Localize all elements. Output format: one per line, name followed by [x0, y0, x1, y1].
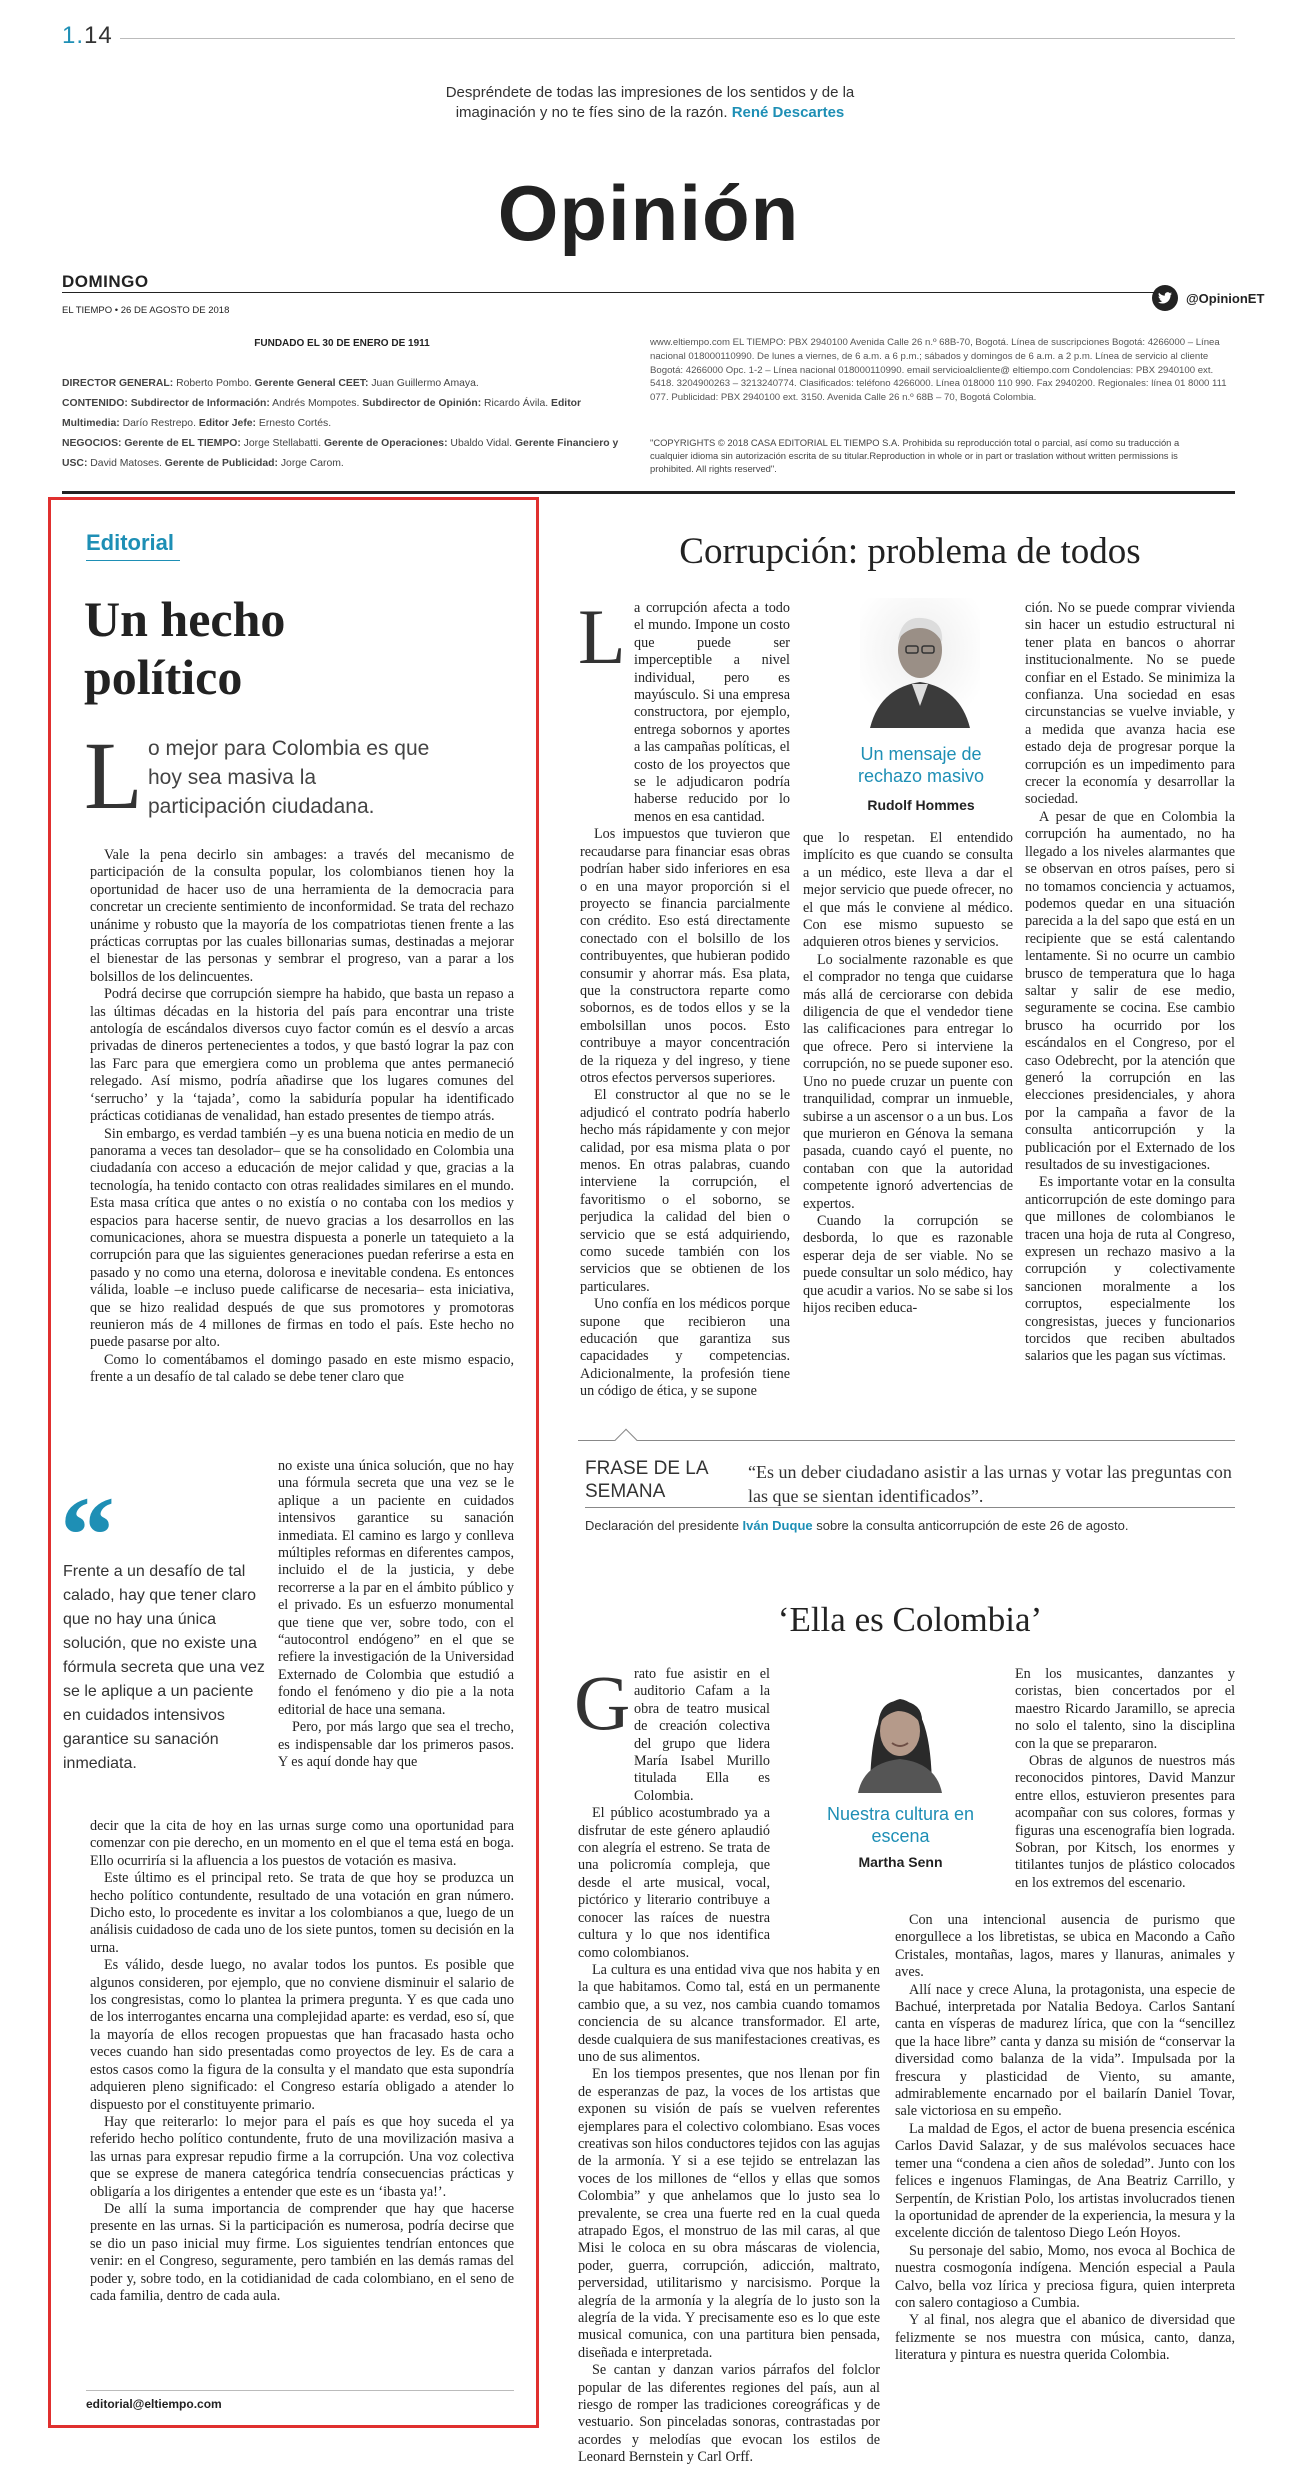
editorial-body-bottom [90, 1818, 514, 2305]
staff-val: Darío Restrepo. [119, 418, 199, 429]
editorial-paragraph: Podrá decirse que corrupción siempre ha habido, que basta un repaso a las últimas décadas en la historia del país para encontrar una triste antología de escándalos diversos cuyo factor común es el desvío a arcas privadas de dineros pertenecientes a todos, y que bastó lograr la paz con las Farc para que emergiera como un problema que antes permaneció relegado. Así mismo, podría añadirse que los lugares comunes del ‘serrucho’ y la ‘tajada’, como la sabiduría popular ha identificado prácticas cotidianas de venalidad, han estado presentes de tiempo atrás. [90, 986, 514, 1125]
top-rule [120, 38, 1235, 39]
column2-paragraph: Con una intencional ausencia de purismo que enorgullece a los libretistas, se ubica en Macondo a Caño Cristales, montañas, lagos, mares y llanuras, animales y aves. [895, 1912, 1235, 1981]
column2-paragraph: rato fue asistir en el auditorio Cafam a la obra de teatro musical de creación colectiva del grupo que lidera María Isabel Murillo titulada Ella es Colombia. [634, 1666, 770, 1804]
header-quote [300, 83, 1000, 123]
copyright: "COPYRIGHTS © 2018 CASA EDITORIAL EL TIEMPO S.A. Prohibida su reproducción total o parcial, así como su traducción a cualquier idioma sin autorización escrita de su titular.Reproduction in whole or in part or traslation without written permissions is prohibited. All rights reserved". [650, 437, 1180, 474]
editorial-paragraph: Vale la pena decirlo sin ambages: a través del mecanismo de participación de la consulta popular, los colombianos tienen hoy la oportunidad de hacer uso de una herramienta de la democracia para concretar un creciente sentimiento de inconformidad. Se trata del rechazo unánime y robusto que la mayoría de los compatriotas tienen frente a las prácticas corruptas por las cuales billonarias sumas, destinadas a mejorar el bienestar de las personas y sembrar el progreso, van a parar a los bolsillos de los delincuentes. [90, 847, 514, 985]
editorial-title-line-2: político [84, 649, 243, 705]
column2-title: ‘Ella es Colombia’ [777, 1600, 1043, 1639]
staff-key: CONTENIDO: Subdirector de Información: [62, 398, 270, 409]
staff-key: Gerente Financiero y USC: [62, 438, 619, 469]
column2-paragraph: La cultura es una entidad viva que nos habita y en la que habitamos. Como tal, está en un permanente cambio que, a su vez, nos cambia cuando tomamos conciencia de su alcance transformador. El arte, desde cualquiera de sus manifestaciones creativas, es uno de sus alimentos. [578, 1961, 880, 2065]
column2-paragraph: Allí nace y crece Aluna, la protagonista, una especie de Bachué, interpretada por Natalia Bedoya. Carlos Santaní canta en vísperas de madurez lírica, que con la “sencillez que la hace libre” canta y danza su misión de “conservar la diversidad como balanza de la vida”. Impulsada por la frescura y plasticidad de Viento, su amante, admirablemente encarnado por el bailarín Daniel Tovar, sale victoriosa en su empeño. [895, 1981, 1235, 2120]
staff-key: Gerente General CEET: [254, 378, 369, 389]
editorial-paragraph: De allí la suma importancia de comprender que hay que hacerse presente en las urnas. Si la participación es numerosa, podría decirse que se dio un paso inicial muy firme. Los siguientes tendrían entonces que venir: en el Congreso, seguramente, pero también en las demás ramas del poder y, sobre todo, en la cotidianidad de cada colombiano, en el seno de cada familia, dentro de cada aula. [90, 2200, 514, 2304]
staff-val: Ernesto Cortés. [256, 418, 332, 429]
column1-author: Rudolf Hommes [867, 797, 975, 813]
column2-paragraph: Su personaje del sabio, Momo, nos evoca al Bochica de nuestra cosmogonía indígena. Mención especial a Paula Calvo, bella voz lírica y preciosa figura, quien interpreta con salero contagioso a Cumbia. [895, 2242, 1235, 2311]
dateline: EL TIEMPO • 26 DE AGOSTO DE 2018 [62, 305, 230, 316]
staff-key: Gerente de Publicidad: [164, 458, 278, 469]
staff-key: NEGOCIOS: Gerente de EL TIEMPO: [62, 438, 241, 449]
rudolf-hommes-photo [860, 598, 980, 728]
staff-val: Roberto Pombo. [173, 378, 255, 389]
martha-senn-photo [840, 1665, 960, 1793]
page-number-page: 14 [84, 22, 113, 49]
quote-mark: “ [60, 1474, 115, 1596]
column2-dropcap: G [574, 1659, 631, 1746]
quote-author: René Descartes [731, 104, 845, 121]
editorial-body-narrow [278, 1458, 514, 1771]
kicker-underline [86, 560, 180, 561]
column1-dropcap: L [578, 593, 626, 680]
column1-col-1 [578, 593, 790, 1401]
editorial-lead: o mejor para Colombia es que hoy sea masiva la participación ciudadana. [148, 737, 430, 818]
editorial-paragraph: Es válido, desde luego, no avalar todos los puntos. Es posible que algunos consideren, por ejemplo, que no conviene disminuir el salario de los congresistas, como lo plantea la primera pregunta. Y es que cada uno de los interrogantes encarna una complejidad aparte: es verdad, eso sí, que la mayoría de ellos recogen propuestas que han fracasado hasta ocho veces cuando han sido presentadas como proyectos de ley. Es de cara a estos casos como la figura de la consulta y el mandato que esta supondría adquieren pleno significado: el Congreso estaría obligado a atender lo dispuesto por el constituyente primario. [90, 1957, 514, 2113]
editorial-paragraph: Este último es el principal reto. Se trata de que hoy se produzca un hecho político contundente, resultado de una votación en gran número. Dicho esto, lo procedente es invitar a los colombianos a que, luego de un análisis cuidadoso de cada uno de los siete puntos, tomen su decisión en la urna. [90, 1870, 514, 1956]
column1-title: Corrupción: problema de todos [679, 531, 1141, 572]
staff-val: Jorge Carom. [277, 458, 344, 469]
editorial-paragraph: no existe una única solución, que no hay una fórmula secreta que una vez se le aplique a un paciente en cuidados intensivos garantice su sanación inmediata. El camino es largo y conlleva múltiples reformas en diferentes campos, incluido el de la justicia, y debe recorrerse a la par en el ámbito público y el privado. Es un esfuerzo monumental que tiene que ver, sobre todo, con el “autocontrol endógeno” en el que se refiere la investigación de la Universidad Externado de Colombia que estudió a fondo el fenómeno y dio pie a la nota editorial de hace una semana. [278, 1458, 514, 1718]
column2-author: Martha Senn [858, 1854, 943, 1870]
column2-col-wide [895, 1912, 1235, 2365]
frase-attribution [585, 1518, 1235, 1533]
day-rule [62, 292, 1172, 293]
quote-line-2: imaginación y no te fíes sino de la razón. [455, 104, 728, 121]
page-number [62, 22, 113, 50]
staff-val: David Matoses. [87, 458, 165, 469]
column2-paragraph: La maldad de Egos, el actor de buena presencia escénica Carlos David Salazar, y de sus malévolos secuaces hace temer una “condena a cien años de soledad”. Junto con los felices e ingenuos Flamingas, de Ana Beatriz Carrillo, y Serpentín, de Kristian Polo, los artistas involucrados tienen la oportunidad de aprender de la experiencia, la mesura y la excelente dicción de talentoso Diego León Hoyos. [895, 2120, 1235, 2242]
staff-list [62, 374, 622, 474]
staff-val: Jorge Stellabatti. [240, 438, 324, 449]
frase-attr-pre: Declaración del presidente [585, 1518, 743, 1533]
pullquote: Frente a un desafío de tal calado, hay que tener claro que no hay una única solución, que no existe una fórmula secreta que una vez se le aplique a un paciente en cuidados intensivos garantice su sanación inmediata. [63, 1563, 265, 1772]
masthead-rule [62, 491, 1235, 494]
staff-key: DIRECTOR GENERAL: [62, 378, 174, 389]
founded-line: FUNDADO EL 30 DE ENERO DE 1911 [254, 338, 430, 349]
column1-paragraph: El constructor al que no se le adjudicó el contrato podría haberlo hecho más rápidamente y con mejor calidad, por esa misma plata o por menos. En otras palabras, cuando interviene la corrupción, el favoritismo o el soborno, se perjudica la calidad del bien o servicio que se está adquiriendo, como sucede también con los servicios que se obtienen de los particulares. [580, 1087, 790, 1295]
column1-paragraph: Los impuestos que tuvieron que recaudarse para financiar esas obras podrían haber sido inferiores en esa o en una mayor proporción si el proyecto se financia parcialmente con crédito. Eso está directamente conectado con el bolsillo de los contribuyentes, que hubieran podido consumir y ahorrar más. Esa plata, que la constructora reparte como sobornos, es de todos ellos y se la embolsillan unos pocos. Esto contribuye a mayor concentración de la riqueza y del ingreso, y tiene otros efectos perversos superiores. [580, 826, 790, 1086]
staff-key: Gerente de Operaciones: [323, 438, 448, 449]
staff-key: Editor Jefe: [198, 418, 257, 429]
frase-attr-post: sobre la consulta anticorrupción de este 26 de agosto. [812, 1518, 1129, 1533]
day-label: DOMINGO [62, 272, 149, 291]
editorial-paragraph: Sin embargo, es verdad también –y es una buena noticia en medio de un panorama a veces tan desolador– que se ha consolidado en Colombia una ciudadanía con acceso a educación de mejor calidad y que, gracias a la tecnología, ha tenido contacto con otras realidades similares en el mundo. Esta masa crítica que antes o no existía o no contaba con los medios y espacios para hacerse sentir, de nuevo gracias a los desarrollos en las comunicaciones, ahora se muestra dispuesta a ponerle un tatequieto a la corrupción para que las siguientes generaciones puedan referirse a esta en pasado y no como una eterna, dolorosa e inevitable condena. Es entonces válida, loable –e incluso puede calificarse de necesaria– esta iniciativa, que se hizo realidad después de que sus promotores y promotoras reunieron más de 4 millones de firmas en todo el país. Este hecho no puede pasarse por alto. [90, 1125, 514, 1351]
column1-paragraph: A pesar de que en Colombia la corrupción ha aumentado, no ha llegado a los niveles alarmantes que se observan en otros países, pero si no tomamos conciencia y actuamos, podemos quedar en una situación parecida a la del sapo que está en un recipiente que se está calentando lentamente. Si no ocurre un cambio brusco de temperatura que lo haga saltar y salir de ese medio, seguramente se cocina. Ese cambio brusco ha ocurrido por los escándalos en el Congreso, por el caso Odebrecht, por la atención que generó la corrupción en las elecciones presidenciales, y ahora por la campaña a favor de la consulta anticorrupción y la publicación por el Externado de los resultados de su investigaciones. [1025, 808, 1235, 1173]
staff-val: Ricardo Ávila. [481, 398, 552, 409]
column1-col-2 [803, 830, 1013, 1317]
frase-top-rule [578, 1440, 1235, 1441]
frase-mid-rule [585, 1507, 1235, 1508]
column1-paragraph: Lo socialmente razonable es que el comprador no tenga que cuidarse más allá de cerciorarse con debida diligencia de que el vendedor tiene las calificaciones para entregar lo que ofrece. Pero si interviene la corrupción, no se puede suponer eso. Uno no puede cruzar un puente con tranquilidad, comprar un inmueble, subirse a un ascensor o a un bus. Los que murieron en Génova la semana pasada, cuando cayó el puente, no contaban con que la autoridad competente ignoró advertencias de expertos. [803, 951, 1014, 1212]
editorial-email[interactable]: editorial@eltiempo.com [86, 2397, 222, 2411]
staff-val: Andrés Mompotes. [269, 398, 363, 409]
column1-paragraph: Es importante votar en la consulta anticorrupción de este domingo para que millones de colombianos le tracen una hoja de ruta al Congreso, expresen un rechazo masivo a la corrupción y colectivamente sancionen moralmente a los corruptos, especialmente los congresistas, jueces y funcionarios torcidos que reciben abultados salarios que les pagan sus víctimas. [1025, 1174, 1235, 1365]
frase-label: FRASE DE LA SEMANA [585, 1458, 708, 1502]
editorial-body-top [90, 847, 514, 1387]
column1-col-3 [1025, 600, 1235, 1366]
column2-paragraph: En los tiempos presentes, que nos llenan por fin de esperanzas de paz, la voces de los artistas que exponen su visión de país se vuelven referentes ejemplares para el colectivo colombiano. Esas voces creativas son hilos conductores tejidos con las agujas de la armonía. Y si a ese tejido se entrelazan las voces de los millones de “ellos y ellas que somos Colombia” y que anhelamos que lo justo sea lo prevalente, se crea una fuerte red en la cual queda atrapado Egos, el monstruo de las mil caras, al que Misi le coloca en su obra máscaras de violencia, poder, guerra, corrupción, adicción, maltrato, perversidad, utilitarismo y narcisismo. Porque la alegría de la armonía y la alegría de lo justo son la alegría de la vida. Y precisamente eso es lo que este musical comunica, con una partitura bien pensada, diseñada e interpretada. [578, 2066, 880, 2361]
staff-key: Subdirector de Opinión: [362, 398, 482, 409]
column2-paragraph: El público acostumbrado ya a disfrutar de este género aplaudió con alegría el estreno. Se trata de una policromía compleja, que desde el arte musical, vocal, pictórico y literario contribuye a conocer las raíces de nuestra cultura y lo que nos identifica como colombianos. [578, 1805, 770, 1961]
column1-paragraph: Cuando la corrupción se desborda, lo que es razonable esperar deja de ser viable. No se puede consultar un solo médico, hay que acudir a varios. No se sabe si los hijos reciben educa- [803, 1212, 1013, 1316]
twitter-handle: @OpinionET [1186, 290, 1265, 306]
editorial-title-line-1: Un hecho [84, 591, 286, 647]
column1-caption: Un mensaje de rechazo masivo [857, 744, 985, 786]
column2-paragraph: Obras de algunos de nuestros más reconocidos pintores, David Manzur entre ellos, estuvieron presentes para acompañar con sus colores, formas y figuras una escenografía bien lograda. Sobran, por Kitsch, los enormes y titilantes tunjos de plástico colocados en los extremos del escenario. [1015, 1753, 1235, 1891]
staff-val: Juan Guillermo Amaya. [368, 378, 479, 389]
editorial-title [84, 590, 285, 706]
editorial-paragraph: Como lo comentábamos el domingo pasado en este mismo espacio, frente a un desafío de tal calado se debe tener claro que [90, 1351, 514, 1386]
twitter-link[interactable] [1152, 285, 1264, 311]
frase-quote: “Es un deber ciudadano asistir a las urnas y votar las preguntas con las que se sientan identificados”. [748, 1462, 1232, 1506]
column2-paragraph: Se cantan y danzan varios párrafos del folclor popular de las diferentes regiones del país, aun al riesgo de romper las tradiciones coreográficas y de vestuario. Son pinceladas sonoras, contrastadas por acordes y melodías que evocan los estilos de Leonard Bernstein y Carl Orff. [578, 2362, 880, 2466]
column2-paragraph: Y al final, nos alegra que el abanico de diversidad que felizmente se nos muestra con música, canto, danza, literatura y pintura es nuestra querida Colombia. [895, 2312, 1235, 2364]
column2-col-3 [1015, 1666, 1235, 1892]
column2-col-1 [578, 1666, 880, 2467]
column2-paragraph: En los musicantes, danzantes y coristas, bien concertados por el maestro Ricardo Jaramillo, se aprecia no solo el talento, sino la disciplina con la que se prepararon. [1015, 1666, 1235, 1752]
editorial-paragraph: Pero, por más largo que sea el trecho, es indispensable dar los primeros pasos. Y es aquí donde hay que [278, 1719, 514, 1770]
column1-paragraph: que lo respetan. El entendido implícito es que cuando se consulta a un médico, este lleva a dar el mejor servicio que puede ofrecer, no el que más le conviene al médico. Con ese mismo supuesto se adquieren otros bienes y servicios. [803, 830, 1013, 951]
frase-notch [615, 1429, 638, 1452]
column1-paragraph: ción. No se puede comprar vivienda sin hacer un estudio estructural ni tener plata en bancos o ahorrar institucionalmente. No se puede confiar en el Estado. Se minimiza la confianza. Una sociedad en esas circunstancias se vuelve inviable, y a medida que avanza hacia ese estado deja de progresar porque la corrupción es un impedimento para crecer la economía y desarrollar la sociedad. [1025, 600, 1235, 808]
editorial-paragraph: decir que la cita de hoy en las urnas surge como una oportunidad para comenzar con pie derecho, en un momento en el que el tema está en boga. Ello ocurriría si la afluencia a los puestos de votación es masiva. [90, 1818, 514, 1869]
editorial-kicker: Editorial [86, 530, 175, 555]
lead-dropcap: L [84, 722, 143, 829]
staff-val: Ubaldo Vidal. [447, 438, 515, 449]
email-rule [86, 2390, 514, 2391]
column1-paragraph: a corrupción afecta a todo el mundo. Impone un costo que puede ser imperceptible a nivel individual, pero es mayúsculo. Si una empresa constructora, por ejemplo, entrega sobornos y aportes a las campañas políticas, el costo de los proyectos que se le adjudicaron podría haberse reducido por lo menos en esa cantidad. [634, 600, 790, 825]
quote-line-1: Despréndete de todas las impresiones de los sentidos y de la [445, 84, 855, 101]
twitter-icon [1152, 285, 1178, 311]
section-title: Opinión [497, 169, 800, 257]
frase-attr-name: Iván Duque [742, 1518, 813, 1533]
contact-info: www.eltiempo.com EL TIEMPO: PBX 2940100 Avenida Calle 26 n.º 68B-70, Bogotá. Línea de suscripciones Bogotá: 4266000 – Línea nacional 018000110990. De lunes a viernes, de 6 a.m. a 6 p.m.; sábados y domingos de 6 a.m. a 2 p.m. Línea de servicio al cliente Bogotá: 4266000 Opc. 1-2 – Línea nacional 018000110990. email servicioalcliente@ eltiempo.com Condolencias: PBX 2940100 ext. 5418. 3204900263 – 3213240774. Clasificados: teléfono 4266000. Línea 018000 110 990. Fax 2940200. Regionales: línea 01 8000 111 077. Publicidad: PBX 2940100 ext. 3150. Avenida Calle 26 n.º 68B – 70, Bogotá Colombia. [650, 337, 1227, 404]
page-number-section: 1. [62, 22, 85, 49]
staff-key: Editor Multimedia: [62, 398, 582, 429]
editorial-paragraph: Hay que reiterarlo: lo mejor para el país es que hoy suceda el ya referido hecho político contundente, fruto de una movilización masiva a las urnas para expresar repudio firme a la corrupción. Una voz colectiva que se exprese de manera categórica tendría consecuencias prácticas y obligaría a los dirigentes a entender que este es un ‘ibasta ya!’. [90, 2113, 514, 2200]
column2-caption: Nuestra cultura en escena [826, 1804, 975, 1846]
column1-paragraph: Uno confía en los médicos porque supone que recibieron una educación que garantiza sus capacidades y competencias. Adicionalmente, la profesión tiene un código de ética, y se supone [580, 1296, 790, 1400]
